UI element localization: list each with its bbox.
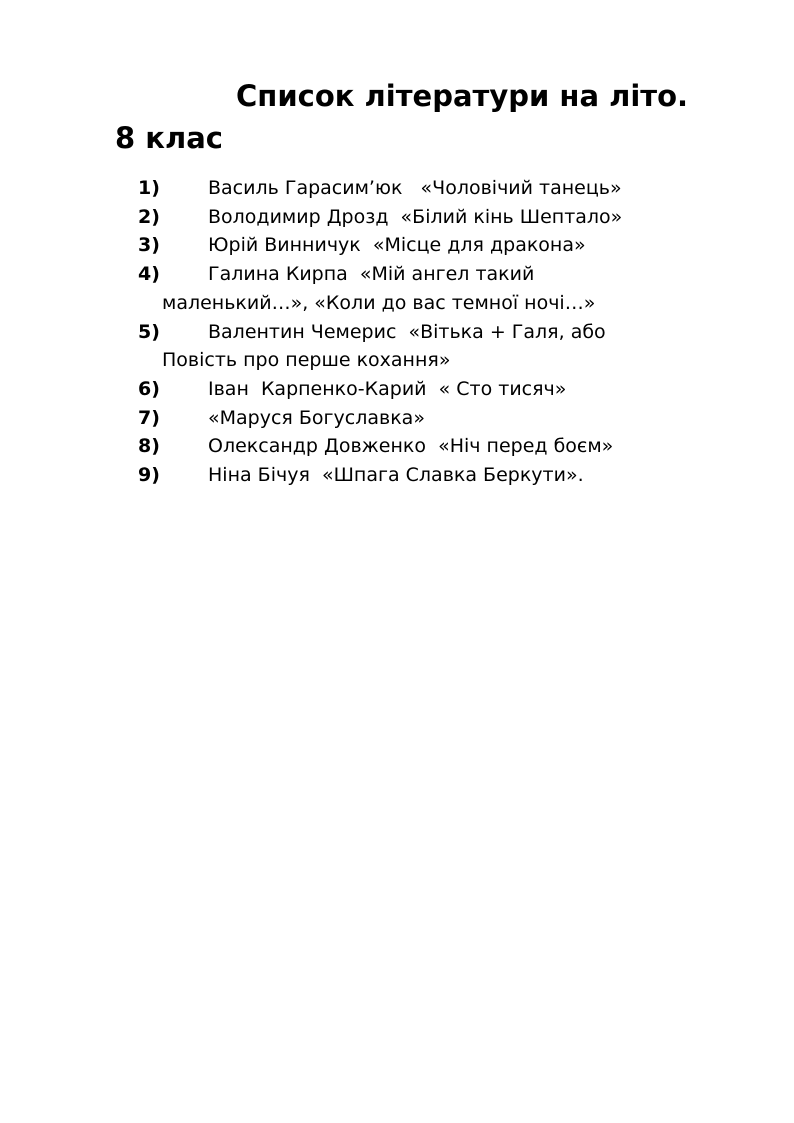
document-subtitle-class: 8 клас	[115, 121, 223, 155]
list-item-text: Ніна Бічуя «Шпага Славка Беркути».	[208, 464, 584, 487]
list-item-text: Василь Гарасим’юк «Чоловічий танець»	[208, 177, 622, 199]
document-title: Список літератури на літо.	[236, 79, 689, 113]
list-item-number: 7)	[138, 406, 160, 429]
list-item	[138, 375, 738, 404]
list-item-text: Валентин Чемерис «Вітька + Галя, або	[208, 320, 606, 343]
list-item-number: 2)	[138, 205, 160, 228]
list-item-number: 1)	[138, 177, 160, 199]
list-item	[138, 260, 738, 317]
list-item-text: Юрій Винничук «Місце для дракона»	[208, 234, 586, 257]
list-item-number: 4)	[138, 263, 160, 286]
list-item-text: Галина Кирпа «Мій ангел такий	[208, 263, 535, 286]
list-item	[138, 461, 738, 490]
list-item	[138, 174, 738, 203]
list-item	[138, 231, 738, 260]
list-item	[138, 318, 738, 375]
list-item-number: 8)	[138, 435, 160, 458]
list-item-number: 9)	[138, 464, 160, 487]
reading-list	[138, 174, 738, 490]
list-item-text: Іван Карпенко-Карий « Сто тисяч»	[208, 377, 567, 400]
list-item-number: 6)	[138, 377, 160, 400]
list-item-number: 3)	[138, 234, 160, 257]
list-item-number: 5)	[138, 320, 160, 343]
list-item	[138, 432, 738, 461]
list-item-text: «Маруся Богуславка»	[208, 406, 425, 429]
list-item-text: Олександр Довженко «Ніч перед боєм»	[208, 435, 614, 458]
list-item	[138, 404, 738, 433]
list-item-text-continuation: маленький…», «Коли до вас темної ночі…»	[162, 291, 596, 314]
list-item-text-continuation: Повість про перше кохання»	[162, 349, 451, 372]
list-item	[138, 203, 738, 232]
list-item-text: Володимир Дрозд «Білий кінь Шептало»	[208, 205, 623, 228]
